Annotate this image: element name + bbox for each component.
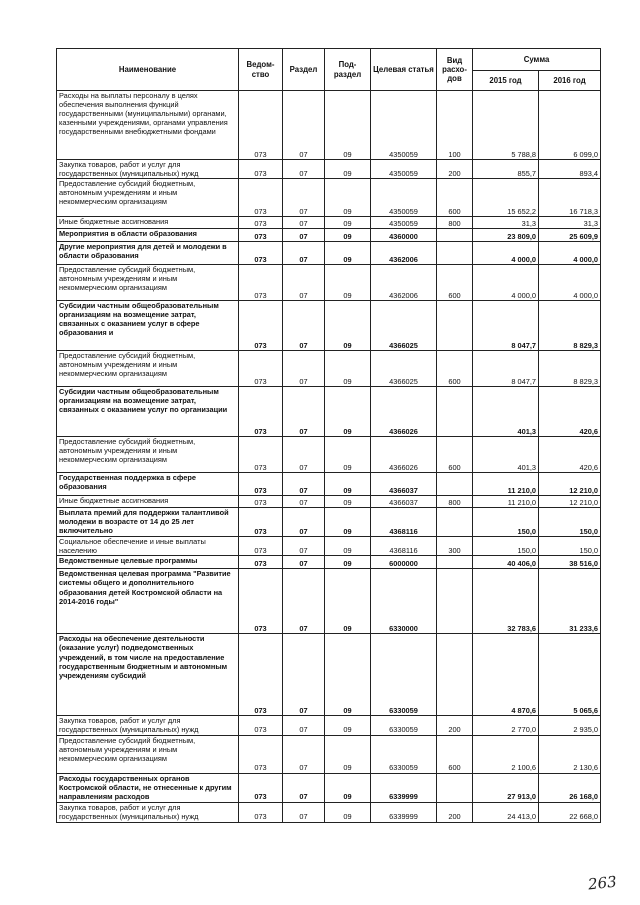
row-sum-2016-cell: 2 130,6 xyxy=(539,735,601,773)
row-razdel-cell: 07 xyxy=(283,569,325,634)
table-row xyxy=(57,387,601,437)
row-vedomstvo-cell: 073 xyxy=(239,716,283,735)
row-vid-cell: 200 xyxy=(437,802,473,822)
row-name-cell: Расходы государственных органов Костромской области, не отнесенные к другим направлениям расходов xyxy=(57,773,239,802)
row-razdel-cell: 07 xyxy=(283,387,325,437)
table-row xyxy=(57,217,601,229)
row-sum-2015-cell: 855,7 xyxy=(473,160,539,179)
row-vid-cell: 200 xyxy=(437,160,473,179)
row-vedomstvo-cell: 073 xyxy=(239,229,283,242)
row-celevaya-cell: 4350059 xyxy=(371,179,437,217)
row-vid-cell xyxy=(437,569,473,634)
row-sum-2016-cell: 31 233,6 xyxy=(539,569,601,634)
row-razdel-cell: 07 xyxy=(283,351,325,387)
row-sum-2015-cell: 11 210,0 xyxy=(473,473,539,496)
row-celevaya-cell: 4366037 xyxy=(371,496,437,508)
row-podrazdel-cell: 09 xyxy=(325,569,371,634)
row-celevaya-cell: 4350059 xyxy=(371,91,437,160)
row-name-cell: Предоставление субсидий бюджетным, автономным учреждениям и иным некоммерческим организациям xyxy=(57,437,239,473)
row-razdel-cell: 07 xyxy=(283,91,325,160)
col-header-2015: 2015 год xyxy=(473,71,539,91)
row-podrazdel-cell: 09 xyxy=(325,265,371,301)
row-sum-2016-cell: 4 000,0 xyxy=(539,242,601,265)
row-name-cell: Предоставление субсидий бюджетным, автономным учреждениям и иным некоммерческим организациям xyxy=(57,351,239,387)
row-vedomstvo-cell: 073 xyxy=(239,301,283,351)
table-row xyxy=(57,91,601,160)
row-vid-cell xyxy=(437,242,473,265)
row-celevaya-cell: 6000000 xyxy=(371,556,437,569)
row-celevaya-cell: 6339999 xyxy=(371,802,437,822)
table-row xyxy=(57,716,601,735)
row-vedomstvo-cell: 073 xyxy=(239,802,283,822)
row-podrazdel-cell: 09 xyxy=(325,301,371,351)
row-sum-2016-cell: 893,4 xyxy=(539,160,601,179)
row-name-cell: Мероприятия в области образования xyxy=(57,229,239,242)
table-row xyxy=(57,301,601,351)
row-sum-2016-cell: 8 829,3 xyxy=(539,301,601,351)
col-header-summa: Сумма xyxy=(473,49,601,71)
row-sum-2016-cell: 2 935,0 xyxy=(539,716,601,735)
row-sum-2016-cell: 12 210,0 xyxy=(539,473,601,496)
row-razdel-cell: 07 xyxy=(283,217,325,229)
row-vid-cell xyxy=(437,773,473,802)
row-razdel-cell: 07 xyxy=(283,179,325,217)
row-celevaya-cell: 4366026 xyxy=(371,437,437,473)
row-sum-2016-cell: 150,0 xyxy=(539,537,601,556)
row-vid-cell: 800 xyxy=(437,217,473,229)
row-sum-2016-cell: 5 065,6 xyxy=(539,634,601,716)
row-celevaya-cell: 6330000 xyxy=(371,569,437,634)
row-razdel-cell: 07 xyxy=(283,802,325,822)
row-name-cell: Предоставление субсидий бюджетным, автономным учреждениям и иным некоммерческим организациям xyxy=(57,735,239,773)
row-podrazdel-cell: 09 xyxy=(325,537,371,556)
row-name-cell: Иные бюджетные ассигнования xyxy=(57,217,239,229)
row-sum-2016-cell: 6 099,0 xyxy=(539,91,601,160)
row-sum-2015-cell: 4 000,0 xyxy=(473,265,539,301)
row-sum-2016-cell: 8 829,3 xyxy=(539,351,601,387)
table-row xyxy=(57,537,601,556)
row-sum-2015-cell: 15 652,2 xyxy=(473,179,539,217)
row-razdel-cell: 07 xyxy=(283,773,325,802)
row-vedomstvo-cell: 073 xyxy=(239,437,283,473)
table-body xyxy=(57,91,601,823)
row-sum-2015-cell: 8 047,7 xyxy=(473,301,539,351)
row-sum-2015-cell: 5 788,8 xyxy=(473,91,539,160)
row-name-cell: Государственная поддержка в сфере образования xyxy=(57,473,239,496)
row-sum-2016-cell: 420,6 xyxy=(539,437,601,473)
row-vedomstvo-cell: 073 xyxy=(239,473,283,496)
row-vedomstvo-cell: 073 xyxy=(239,735,283,773)
row-vedomstvo-cell: 073 xyxy=(239,387,283,437)
row-name-cell: Закупка товаров, работ и услуг для государственных (муниципальных) нужд xyxy=(57,160,239,179)
row-vid-cell xyxy=(437,634,473,716)
row-razdel-cell: 07 xyxy=(283,556,325,569)
row-sum-2016-cell: 4 000,0 xyxy=(539,265,601,301)
row-podrazdel-cell: 09 xyxy=(325,217,371,229)
row-vid-cell: 100 xyxy=(437,91,473,160)
row-sum-2015-cell: 31,3 xyxy=(473,217,539,229)
row-celevaya-cell: 4366025 xyxy=(371,351,437,387)
row-celevaya-cell: 4350059 xyxy=(371,217,437,229)
row-celevaya-cell: 4368116 xyxy=(371,537,437,556)
row-razdel-cell: 07 xyxy=(283,242,325,265)
table-row xyxy=(57,437,601,473)
row-razdel-cell: 07 xyxy=(283,229,325,242)
row-vid-cell xyxy=(437,301,473,351)
col-header-2016: 2016 год xyxy=(539,71,601,91)
row-name-cell: Расходы на обеспечение деятельности (оказание услуг) подведомственных учреждений, в том числе на предоставление государственным бюджетным и автономным учреждениям субсидий xyxy=(57,634,239,716)
row-vedomstvo-cell: 073 xyxy=(239,556,283,569)
row-razdel-cell: 07 xyxy=(283,301,325,351)
table-row xyxy=(57,496,601,508)
row-razdel-cell: 07 xyxy=(283,160,325,179)
row-vid-cell: 600 xyxy=(437,179,473,217)
row-razdel-cell: 07 xyxy=(283,735,325,773)
row-vedomstvo-cell: 073 xyxy=(239,634,283,716)
row-celevaya-cell: 6339999 xyxy=(371,773,437,802)
row-podrazdel-cell: 09 xyxy=(325,802,371,822)
row-sum-2015-cell: 27 913,0 xyxy=(473,773,539,802)
col-header-podrazdel: Под-раздел xyxy=(325,49,371,91)
row-razdel-cell: 07 xyxy=(283,437,325,473)
row-vedomstvo-cell: 073 xyxy=(239,160,283,179)
table-row xyxy=(57,634,601,716)
row-razdel-cell: 07 xyxy=(283,496,325,508)
row-podrazdel-cell: 09 xyxy=(325,179,371,217)
row-podrazdel-cell: 09 xyxy=(325,773,371,802)
row-celevaya-cell: 4362006 xyxy=(371,265,437,301)
table-row xyxy=(57,735,601,773)
row-vedomstvo-cell: 073 xyxy=(239,569,283,634)
row-celevaya-cell: 4368116 xyxy=(371,508,437,537)
row-name-cell: Другие мероприятия для детей и молодежи в области образования xyxy=(57,242,239,265)
row-vedomstvo-cell: 073 xyxy=(239,217,283,229)
row-name-cell: Ведомственная целевая программа "Развитие системы общего и дополнительного образования детей Костромской области на 2014-2016 годы" xyxy=(57,569,239,634)
table-row xyxy=(57,773,601,802)
page-number: 263 xyxy=(587,872,618,894)
row-podrazdel-cell: 09 xyxy=(325,716,371,735)
row-name-cell: Предоставление субсидий бюджетным, автономным учреждениям и иным некоммерческим организациям xyxy=(57,179,239,217)
row-vid-cell: 200 xyxy=(437,716,473,735)
row-name-cell: Ведомственные целевые программы xyxy=(57,556,239,569)
row-podrazdel-cell: 09 xyxy=(325,634,371,716)
row-sum-2015-cell: 4 000,0 xyxy=(473,242,539,265)
row-celevaya-cell: 4366025 xyxy=(371,301,437,351)
col-header-name: Наименование xyxy=(57,49,239,91)
row-sum-2016-cell: 150,0 xyxy=(539,508,601,537)
row-sum-2016-cell: 38 516,0 xyxy=(539,556,601,569)
row-sum-2016-cell: 31,3 xyxy=(539,217,601,229)
row-vedomstvo-cell: 073 xyxy=(239,242,283,265)
row-vid-cell: 600 xyxy=(437,735,473,773)
table-row xyxy=(57,802,601,822)
row-sum-2015-cell: 150,0 xyxy=(473,537,539,556)
table-row xyxy=(57,473,601,496)
row-sum-2015-cell: 401,3 xyxy=(473,437,539,473)
row-podrazdel-cell: 09 xyxy=(325,160,371,179)
row-razdel-cell: 07 xyxy=(283,265,325,301)
row-podrazdel-cell: 09 xyxy=(325,242,371,265)
row-celevaya-cell: 4362006 xyxy=(371,242,437,265)
row-podrazdel-cell: 09 xyxy=(325,437,371,473)
row-sum-2016-cell: 12 210,0 xyxy=(539,496,601,508)
row-name-cell: Закупка товаров, работ и услуг для государственных (муниципальных) нужд xyxy=(57,802,239,822)
row-sum-2015-cell: 4 870,6 xyxy=(473,634,539,716)
row-razdel-cell: 07 xyxy=(283,508,325,537)
row-vid-cell: 600 xyxy=(437,265,473,301)
row-vid-cell xyxy=(437,473,473,496)
row-sum-2015-cell: 23 809,0 xyxy=(473,229,539,242)
col-header-vid: Вид расхо-дов xyxy=(437,49,473,91)
row-sum-2015-cell: 8 047,7 xyxy=(473,351,539,387)
row-sum-2015-cell: 24 413,0 xyxy=(473,802,539,822)
row-name-cell: Субсидии частным общеобразовательным организациям на возмещение затрат, связанных с оказанием услуг в сфере образования и xyxy=(57,301,239,351)
row-vid-cell: 800 xyxy=(437,496,473,508)
row-sum-2016-cell: 420,6 xyxy=(539,387,601,437)
row-vedomstvo-cell: 073 xyxy=(239,496,283,508)
table-row xyxy=(57,242,601,265)
row-vedomstvo-cell: 073 xyxy=(239,537,283,556)
row-vid-cell xyxy=(437,508,473,537)
row-name-cell: Иные бюджетные ассигнования xyxy=(57,496,239,508)
table-row xyxy=(57,569,601,634)
row-vedomstvo-cell: 073 xyxy=(239,508,283,537)
row-vid-cell: 600 xyxy=(437,351,473,387)
row-vedomstvo-cell: 073 xyxy=(239,265,283,301)
row-podrazdel-cell: 09 xyxy=(325,351,371,387)
table-row xyxy=(57,160,601,179)
row-name-cell: Предоставление субсидий бюджетным, автономным учреждениям и иным некоммерческим организациям xyxy=(57,265,239,301)
row-razdel-cell: 07 xyxy=(283,634,325,716)
table-row xyxy=(57,229,601,242)
row-razdel-cell: 07 xyxy=(283,537,325,556)
row-name-cell: Субсидии частным общеобразовательным организациям на возмещение затрат, связанных с оказанием услуг по организации xyxy=(57,387,239,437)
row-sum-2015-cell: 401,3 xyxy=(473,387,539,437)
row-sum-2015-cell: 2 770,0 xyxy=(473,716,539,735)
row-celevaya-cell: 4360000 xyxy=(371,229,437,242)
row-podrazdel-cell: 09 xyxy=(325,91,371,160)
row-celevaya-cell: 4350059 xyxy=(371,160,437,179)
row-sum-2016-cell: 22 668,0 xyxy=(539,802,601,822)
budget-table xyxy=(56,48,601,823)
row-vid-cell: 600 xyxy=(437,437,473,473)
row-celevaya-cell: 6330059 xyxy=(371,735,437,773)
row-podrazdel-cell: 09 xyxy=(325,229,371,242)
row-vedomstvo-cell: 073 xyxy=(239,773,283,802)
col-header-vedomstvo: Ведом-ство xyxy=(239,49,283,91)
row-celevaya-cell: 6330059 xyxy=(371,716,437,735)
row-sum-2015-cell: 150,0 xyxy=(473,508,539,537)
row-vedomstvo-cell: 073 xyxy=(239,351,283,387)
row-vid-cell xyxy=(437,229,473,242)
row-vid-cell xyxy=(437,387,473,437)
row-name-cell: Закупка товаров, работ и услуг для государственных (муниципальных) нужд xyxy=(57,716,239,735)
col-header-celevaya: Целевая статья xyxy=(371,49,437,91)
row-podrazdel-cell: 09 xyxy=(325,387,371,437)
table-row xyxy=(57,265,601,301)
table-row xyxy=(57,351,601,387)
col-header-razdel: Раздел xyxy=(283,49,325,91)
row-podrazdel-cell: 09 xyxy=(325,735,371,773)
table-row xyxy=(57,179,601,217)
row-vedomstvo-cell: 073 xyxy=(239,179,283,217)
row-vid-cell xyxy=(437,556,473,569)
row-sum-2016-cell: 25 609,9 xyxy=(539,229,601,242)
row-name-cell: Социальное обеспечение и иные выплаты населению xyxy=(57,537,239,556)
row-name-cell: Расходы на выплаты персоналу в целях обеспечения выполнения функций государственными (муниципальными) органами, казенными учреждениями, органами управления государственными внебюджетными фондами xyxy=(57,91,239,160)
row-vedomstvo-cell: 073 xyxy=(239,91,283,160)
row-podrazdel-cell: 09 xyxy=(325,508,371,537)
row-vid-cell: 300 xyxy=(437,537,473,556)
row-razdel-cell: 07 xyxy=(283,473,325,496)
row-celevaya-cell: 4366026 xyxy=(371,387,437,437)
row-celevaya-cell: 6330059 xyxy=(371,634,437,716)
row-sum-2016-cell: 26 168,0 xyxy=(539,773,601,802)
row-sum-2016-cell: 16 718,3 xyxy=(539,179,601,217)
table-header xyxy=(57,49,601,91)
row-name-cell: Выплата премий для поддержки талантливой молодежи в возрасте от 14 до 25 лет включительно xyxy=(57,508,239,537)
row-celevaya-cell: 4366037 xyxy=(371,473,437,496)
row-podrazdel-cell: 09 xyxy=(325,473,371,496)
row-sum-2015-cell: 32 783,6 xyxy=(473,569,539,634)
table-row xyxy=(57,556,601,569)
row-razdel-cell: 07 xyxy=(283,716,325,735)
row-sum-2015-cell: 2 100,6 xyxy=(473,735,539,773)
row-podrazdel-cell: 09 xyxy=(325,496,371,508)
table-row xyxy=(57,508,601,537)
row-sum-2015-cell: 11 210,0 xyxy=(473,496,539,508)
row-sum-2015-cell: 40 406,0 xyxy=(473,556,539,569)
row-podrazdel-cell: 09 xyxy=(325,556,371,569)
